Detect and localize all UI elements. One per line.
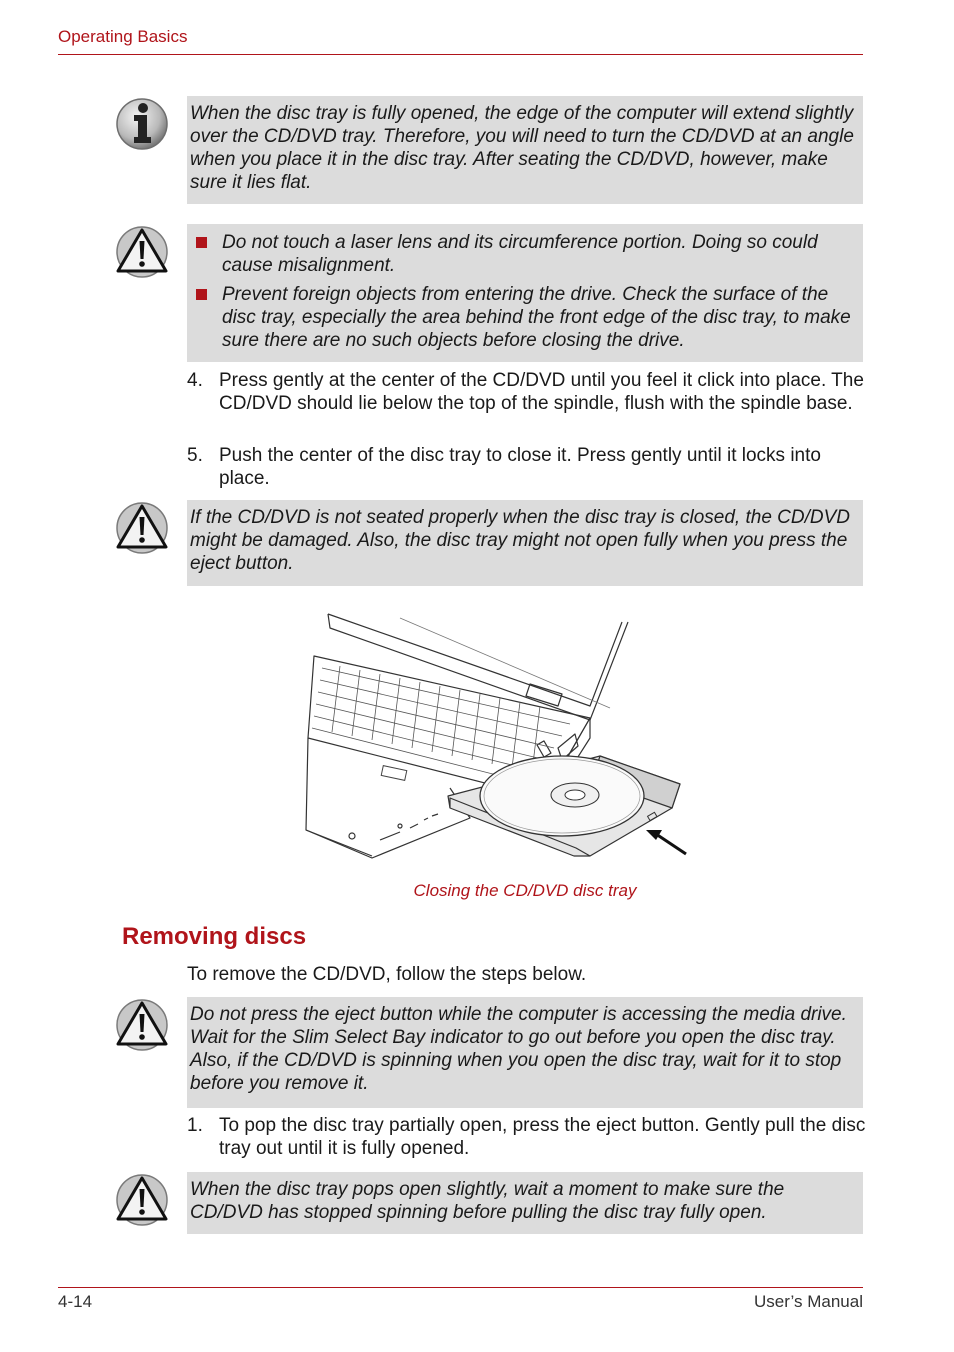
laptop-disc-tray-illustration bbox=[300, 608, 700, 870]
section-heading: Removing discs bbox=[122, 923, 307, 950]
caution-note bbox=[187, 997, 863, 1108]
caution-note-text: When the disc tray pops open slightly, wait a moment to make sure the CD/DVD has stopped spinning before pulling the disc tray fully open. bbox=[190, 1179, 785, 1223]
bullet-square-icon bbox=[196, 237, 207, 248]
caution-icon bbox=[114, 1172, 170, 1228]
info-note-text: When the disc tray is fully opened, the edge of the computer will extend slightly over the CD/DVD tray. Therefore, you will need to turn the CD/DVD at an angle when you place it in the disc tray. After seating the CD/DVD, however, make sure it lies flat. bbox=[190, 103, 854, 193]
figure-caption: Closing the CD/DVD disc tray bbox=[413, 881, 637, 900]
info-icon bbox=[114, 96, 170, 152]
running-header: Operating Basics bbox=[58, 27, 188, 46]
caution-icon bbox=[114, 997, 170, 1053]
step-5: 5. Push the center of the disc tray to close it. Press gently until it locks into place. bbox=[187, 445, 821, 489]
bullet-square-icon bbox=[196, 289, 207, 300]
footer-rule bbox=[58, 1287, 863, 1288]
caution-note-text: Do not press the eject button while the computer is accessing the media drive. Wait for the Slim Select Bay indicator to go out before you open the disc tray. Also, if the CD/DVD is spinning when you open the disc tray, wait for it to stop before you remove it. bbox=[190, 1004, 847, 1094]
caution-bullet: Prevent foreign objects from entering the drive. Check the surface of the disc tray, especially the area behind the front edge of the disc tray, to make sure there are no such objects before closing the drive. bbox=[190, 283, 857, 352]
manual-title: User’s Manual bbox=[754, 1292, 863, 1311]
page-number: 4-14 bbox=[58, 1292, 93, 1311]
caution-icon bbox=[114, 500, 170, 556]
caution-bullet: Do not touch a laser lens and its circumference portion. Doing so could cause misalignment. bbox=[190, 231, 857, 277]
caution-note bbox=[187, 224, 863, 362]
section-intro: To remove the CD/DVD, follow the steps below. bbox=[187, 964, 587, 985]
caution-note bbox=[187, 500, 863, 586]
removal-step-1: 1. To pop the disc tray partially open, press the eject button. Gently pull the disc tray out until it is fully opened. bbox=[187, 1115, 866, 1159]
header-rule bbox=[58, 54, 863, 55]
step-4: 4. Press gently at the center of the CD/DVD until you feel it click into place. The CD/DVD should lie below the top of the spindle, flush with the spindle base. bbox=[187, 370, 864, 414]
caution-icon bbox=[114, 224, 170, 280]
caution-note-text: If the CD/DVD is not seated properly when the disc tray is closed, the CD/DVD might be damaged. Also, the disc tray might not open fully when you press the eject button. bbox=[190, 507, 850, 574]
caution-note bbox=[187, 1172, 863, 1234]
info-note bbox=[187, 96, 863, 204]
